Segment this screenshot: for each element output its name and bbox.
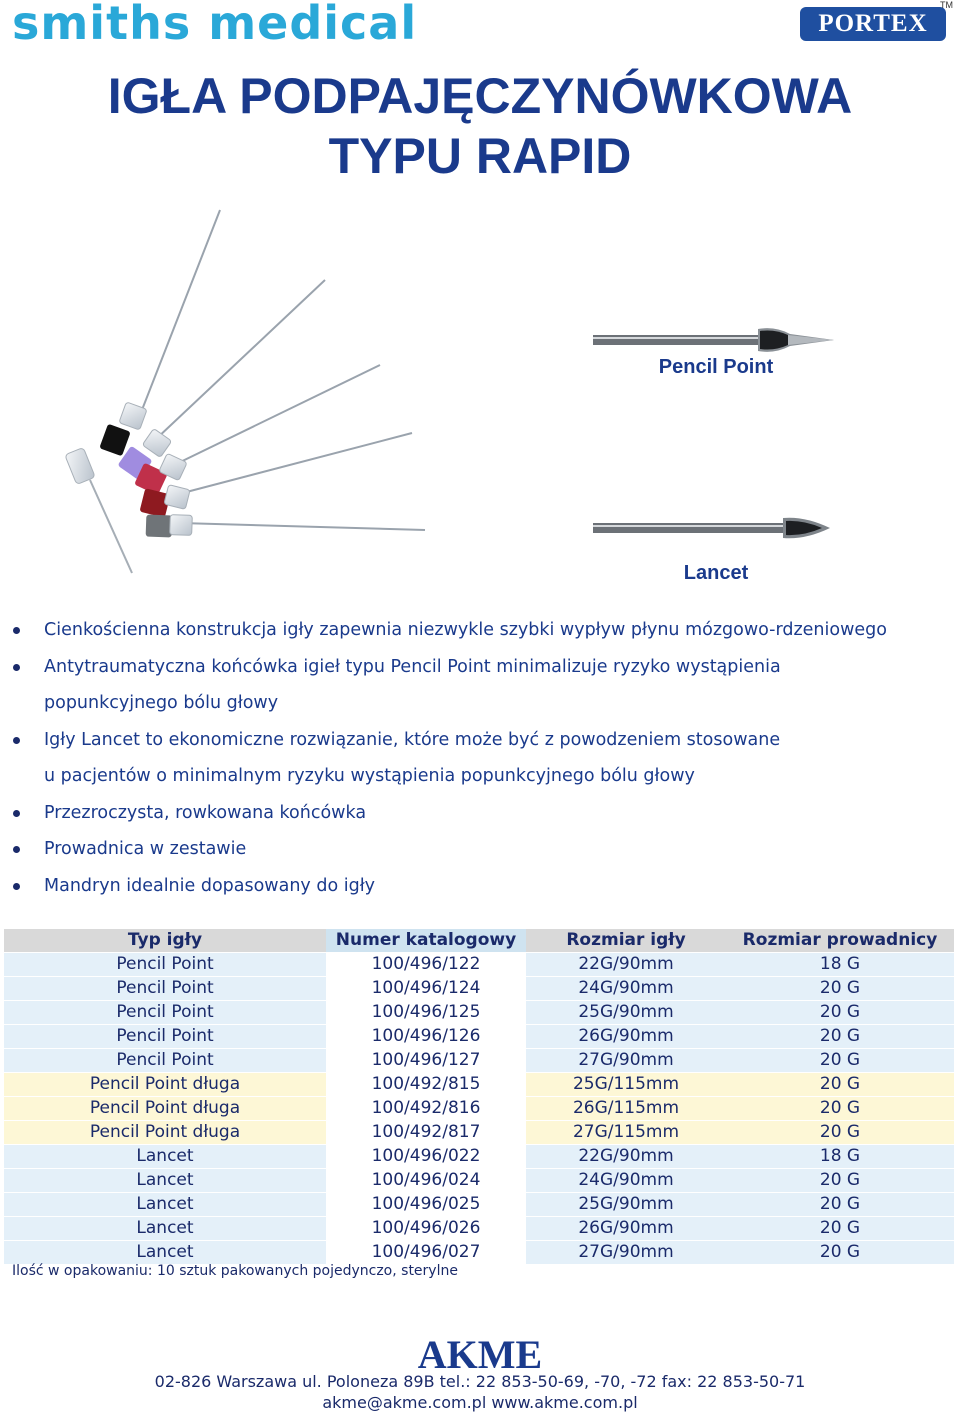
cell-catalog-number: 100/496/024 bbox=[326, 1169, 526, 1192]
cell-needle-type: Pencil Point długa bbox=[4, 1097, 326, 1120]
table-row bbox=[4, 977, 954, 1000]
portex-logo: PORTEX bbox=[800, 7, 946, 41]
feature-line: Prowadnica w zestawie bbox=[44, 839, 247, 859]
feature-item bbox=[0, 795, 960, 832]
table-row bbox=[4, 1241, 954, 1264]
header-catalog-number: Numer katalogowy bbox=[326, 929, 526, 952]
package-note: Ilość w opakowaniu: 10 sztuk pakowanych pojedynczo, sterylne bbox=[12, 1263, 458, 1279]
feature-line: popunkcyjnego bólu głowy bbox=[44, 693, 279, 713]
pencil-point-label: Pencil Point bbox=[658, 356, 774, 378]
cell-needle-type: Pencil Point bbox=[4, 953, 326, 976]
cell-introducer-size: 20 G bbox=[726, 1001, 954, 1024]
feature-item bbox=[0, 831, 960, 868]
feature-item bbox=[0, 612, 960, 649]
trademark-mark: TM bbox=[940, 0, 953, 10]
cell-catalog-number: 100/496/026 bbox=[326, 1217, 526, 1240]
table-body bbox=[4, 953, 954, 1264]
cell-needle-type: Lancet bbox=[4, 1193, 326, 1216]
table-row bbox=[4, 1169, 954, 1192]
cell-needle-size: 24G/90mm bbox=[526, 977, 726, 1000]
cell-needle-type: Lancet bbox=[4, 1169, 326, 1192]
akme-logo: AKME bbox=[417, 1332, 543, 1377]
cell-needle-size: 26G/115mm bbox=[526, 1097, 726, 1120]
header-needle-type: Typ igły bbox=[4, 929, 326, 952]
cell-introducer-size: 20 G bbox=[726, 1025, 954, 1048]
cell-catalog-number: 100/496/025 bbox=[326, 1193, 526, 1216]
cell-needle-size: 27G/115mm bbox=[526, 1121, 726, 1144]
cell-needle-size: 27G/90mm bbox=[526, 1241, 726, 1264]
cell-needle-size: 24G/90mm bbox=[526, 1169, 726, 1192]
cell-needle-size: 25G/90mm bbox=[526, 1193, 726, 1216]
cell-catalog-number: 100/496/122 bbox=[326, 953, 526, 976]
cell-catalog-number: 100/496/125 bbox=[326, 1001, 526, 1024]
table-row bbox=[4, 1073, 954, 1096]
cell-catalog-number: 100/496/127 bbox=[326, 1049, 526, 1072]
page-title-line-1: IGŁA PODPAJĘCZYNÓWKOWA bbox=[107, 68, 853, 124]
cell-needle-size: 22G/90mm bbox=[526, 1145, 726, 1168]
cell-catalog-number: 100/496/124 bbox=[326, 977, 526, 1000]
cell-needle-type: Pencil Point bbox=[4, 1049, 326, 1072]
table-row bbox=[4, 953, 954, 976]
table-row bbox=[4, 1121, 954, 1144]
cell-needle-type: Lancet bbox=[4, 1217, 326, 1240]
footer-address: 02-826 Warszawa ul. Poloneza 89B tel.: 22 853-50-69, -70, -72 fax: 22 853-50-71 bbox=[154, 1372, 806, 1391]
cell-introducer-size: 20 G bbox=[726, 977, 954, 1000]
feature-line: Antytraumatyczna końcówka igieł typu Pencil Point minimalizuje ryzyko wystąpienia bbox=[44, 656, 781, 677]
table-header-row bbox=[4, 929, 954, 952]
table-row bbox=[4, 1097, 954, 1120]
spinal-needles-photo bbox=[60, 205, 430, 585]
cell-introducer-size: 20 G bbox=[726, 1121, 954, 1144]
cell-needle-type: Lancet bbox=[4, 1145, 326, 1168]
cell-catalog-number: 100/492/817 bbox=[326, 1121, 526, 1144]
cell-introducer-size: 20 G bbox=[726, 1049, 954, 1072]
table-row bbox=[4, 1193, 954, 1216]
cell-needle-size: 26G/90mm bbox=[526, 1217, 726, 1240]
cell-introducer-size: 20 G bbox=[726, 1193, 954, 1216]
page-title-line-2: TYPU RAPID bbox=[328, 128, 632, 184]
header-introducer-size: Rozmiar prowadnicy bbox=[726, 929, 954, 952]
cell-introducer-size: 20 G bbox=[726, 1169, 954, 1192]
feature-line: Igły Lancet to ekonomiczne rozwiązanie, które może być z powodzeniem stosowane bbox=[44, 729, 781, 750]
cell-introducer-size: 20 G bbox=[726, 1217, 954, 1240]
cell-introducer-size: 20 G bbox=[726, 1097, 954, 1120]
table-row bbox=[4, 1217, 954, 1240]
cell-catalog-number: 100/492/816 bbox=[326, 1097, 526, 1120]
cell-needle-type: Pencil Point bbox=[4, 1025, 326, 1048]
feature-line: u pacjentów o minimalnym ryzyku wystąpienia popunkcyjnego bólu głowy bbox=[44, 766, 695, 786]
table-row bbox=[4, 1001, 954, 1024]
cell-introducer-size: 20 G bbox=[726, 1073, 954, 1096]
table-row bbox=[4, 1145, 954, 1168]
feature-item bbox=[0, 722, 960, 795]
cell-needle-size: 25G/115mm bbox=[526, 1073, 726, 1096]
catalog-table bbox=[4, 928, 954, 1265]
feature-line: Mandryn idealnie dopasowany do igły bbox=[44, 875, 376, 896]
cell-needle-size: 25G/90mm bbox=[526, 1001, 726, 1024]
table-row bbox=[4, 1025, 954, 1048]
cell-needle-type: Pencil Point bbox=[4, 1001, 326, 1024]
table-row bbox=[4, 1049, 954, 1072]
cell-needle-size: 22G/90mm bbox=[526, 953, 726, 976]
footer-contact: akme@akme.com.pl www.akme.com.pl bbox=[322, 1393, 638, 1412]
cell-introducer-size: 18 G bbox=[726, 953, 954, 976]
cell-needle-type: Pencil Point długa bbox=[4, 1121, 326, 1144]
feature-line: Przezroczysta, rowkowana końcówka bbox=[44, 802, 367, 823]
header-needle-size: Rozmiar igły bbox=[526, 929, 726, 952]
cell-catalog-number: 100/496/027 bbox=[326, 1241, 526, 1264]
cell-catalog-number: 100/492/815 bbox=[326, 1073, 526, 1096]
cell-needle-size: 27G/90mm bbox=[526, 1049, 726, 1072]
feature-item bbox=[0, 649, 960, 722]
smiths-medical-logo: smiths medical bbox=[12, 0, 418, 50]
pencil-point-tip-image bbox=[590, 322, 840, 358]
cell-introducer-size: 20 G bbox=[726, 1241, 954, 1264]
cell-needle-size: 26G/90mm bbox=[526, 1025, 726, 1048]
cell-needle-type: Pencil Point bbox=[4, 977, 326, 1000]
lancet-tip-image bbox=[590, 510, 840, 546]
cell-introducer-size: 18 G bbox=[726, 1145, 954, 1168]
cell-needle-type: Pencil Point długa bbox=[4, 1073, 326, 1096]
cell-catalog-number: 100/496/022 bbox=[326, 1145, 526, 1168]
feature-line: Cienkościenna konstrukcja igły zapewnia niezwykle szybki wypływ płynu mózgowo-rdzeniowego bbox=[44, 620, 887, 640]
cell-needle-type: Lancet bbox=[4, 1241, 326, 1264]
cell-catalog-number: 100/496/126 bbox=[326, 1025, 526, 1048]
feature-item bbox=[0, 868, 960, 905]
features-list bbox=[0, 612, 960, 904]
lancet-label: Lancet bbox=[683, 562, 749, 584]
